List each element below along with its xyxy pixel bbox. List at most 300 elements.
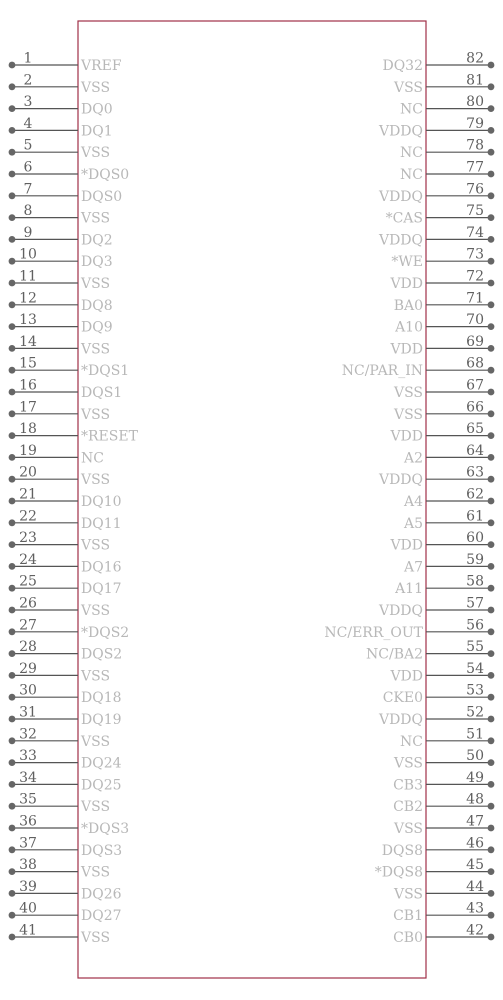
pin-number: 1 [23,50,33,67]
pin-number: 14 [19,333,37,350]
pin-number: 59 [466,551,484,568]
pin-name: NC [400,101,423,118]
pin-20 [9,465,110,489]
pin-35 [9,792,110,816]
pin-12 [9,290,113,314]
pin-number: 60 [466,530,484,547]
pin-end-dot [9,323,16,330]
pin-name: *WE [391,254,423,271]
pin-end-dot [9,781,16,788]
pin-name: VREF [81,58,122,74]
pin-number: 45 [466,857,484,874]
pin-name: VDD [390,276,423,292]
pin-name: DQS2 [81,646,123,663]
pin-end-dot [488,454,495,461]
pin-end-dot [488,912,495,919]
pin-55 [366,639,494,663]
pin-number: 50 [466,748,484,765]
pin-number: 9 [23,224,33,241]
pin-end-dot [488,825,495,832]
pin-number: 79 [466,115,484,132]
pin-32 [9,726,110,750]
pin-74 [378,225,494,249]
pin-end-dot [9,890,16,897]
pin-number: 74 [466,224,484,241]
pin-name: DQ11 [81,515,122,532]
pin-49 [393,770,494,794]
pin-58 [394,574,494,598]
pin-name: A2 [403,450,423,467]
pin-number: 51 [466,726,484,743]
pin-name: DQ26 [81,886,122,903]
pin-name: DQ0 [81,101,113,118]
pin-number: 27 [19,617,37,634]
pin-name: DQ19 [81,712,122,728]
pin-number: 75 [466,203,484,220]
pin-37 [9,835,123,859]
pin-38 [9,857,110,881]
pin-number: 7 [23,181,33,198]
pin-end-dot [9,236,16,243]
pin-51 [400,726,494,750]
pin-end-dot [488,803,495,810]
pin-name: VDDQ [378,712,423,728]
pin-name: NC/BA2 [366,646,423,663]
pin-45 [375,857,495,881]
pin-65 [389,421,494,445]
pin-number: 26 [19,595,37,612]
pin-number: 15 [19,355,37,372]
pin-end-dot [488,628,495,635]
pin-21 [9,487,122,511]
pin-end-dot [488,192,495,199]
pin-name: VDD [390,428,423,445]
pin-end-dot [488,105,495,112]
pin-name: CB0 [393,930,423,946]
pin-number: 40 [19,900,37,917]
pin-69 [389,334,494,358]
pin-number: 66 [466,399,484,416]
pin-name: DQS0 [81,188,123,205]
pin-name: VDD [390,341,423,358]
pin-end-dot [488,585,495,592]
pin-7 [9,181,123,205]
pin-number: 42 [466,922,484,939]
pin-name: CB1 [393,908,423,925]
pin-name: VSS [393,755,423,772]
pin-59 [403,552,494,576]
pin-3 [9,94,113,118]
pin-name: DQ8 [81,297,113,314]
pin-number: 77 [466,159,484,176]
pin-number: 38 [19,857,37,874]
pin-number: 71 [466,290,484,307]
pin-name: A11 [395,581,423,598]
pin-end-dot [9,737,16,744]
pin-name: *DQS3 [81,821,130,837]
pin-end-dot [488,367,495,374]
pin-22 [9,508,122,532]
pin-number: 16 [19,377,37,394]
pin-number: 58 [466,573,484,590]
pin-end-dot [488,607,495,614]
pin-53 [383,683,495,707]
pin-name: DQ25 [81,777,122,794]
pin-number: 46 [466,835,484,852]
pin-end-dot [9,149,16,156]
pin-number: 39 [19,878,37,895]
pin-39 [9,879,122,903]
pin-82 [382,51,494,75]
pin-name: VSS [81,472,111,489]
pin-number: 2 [23,72,33,89]
pin-67 [393,378,494,402]
pin-end-dot [488,716,495,723]
pin-number: 52 [466,704,484,721]
pin-64 [403,443,494,467]
pin-end-dot [9,367,16,374]
pin-name: DQ3 [81,254,113,271]
pin-name: NC [400,167,423,183]
pin-name: CB3 [393,777,423,794]
pin-end-dot [488,345,495,352]
pin-number: 61 [466,508,484,525]
pin-number: 5 [23,137,33,154]
pin-end-dot [488,563,495,570]
pin-57 [378,596,494,620]
pin-48 [393,792,494,816]
pin-number: 48 [466,791,484,808]
pin-end-dot [488,541,495,548]
pin-end-dot [9,498,16,505]
pin-60 [389,530,494,554]
pin-end-dot [488,890,495,897]
pin-name: A4 [403,494,423,510]
pin-number: 23 [19,530,37,547]
pin-47 [393,814,494,838]
pin-number: 56 [466,617,484,634]
pin-name: DQS1 [81,385,123,401]
pin-36 [9,814,130,838]
pin-number: 47 [466,813,484,830]
pin-10 [9,247,113,271]
pin-end-dot [9,301,16,308]
pin-52 [378,705,494,729]
pin-number: 37 [19,835,37,852]
pin-end-dot [9,83,16,90]
pin-number: 4 [23,115,33,132]
pin-40 [9,901,122,925]
pin-30 [9,683,122,707]
pin-end-dot [488,934,495,941]
pin-number: 72 [466,268,484,285]
pin-42 [393,923,494,947]
pin-name: VDDQ [378,232,423,249]
pin-number: 41 [19,922,37,939]
pin-name: A5 [403,515,423,532]
pin-name: VDDQ [378,188,423,205]
pin-name: *DQS2 [81,624,130,641]
pin-number: 49 [466,769,484,786]
pin-name: VSS [393,821,423,837]
pin-14 [9,334,110,358]
pin-name: NC/PAR_IN [341,363,423,380]
pin-81 [393,72,494,96]
pin-end-dot [9,280,16,287]
pin-end-dot [488,214,495,221]
pin-number: 10 [19,246,37,263]
left-pin-column [9,51,139,947]
pin-number: 65 [466,421,484,438]
pin-name: VSS [81,210,111,227]
pin-name: VSS [81,276,111,292]
pin-end-dot [488,301,495,308]
pin-number: 68 [466,355,484,372]
pin-number: 22 [19,508,37,525]
pin-end-dot [488,83,495,90]
pin-name: A10 [395,319,423,336]
pin-23 [9,530,110,554]
pin-72 [389,269,494,293]
pin-name: *DQS8 [374,864,423,881]
pin-29 [9,661,110,685]
pin-name: DQ10 [81,494,122,510]
pin-number: 62 [466,486,484,503]
pin-13 [9,312,113,336]
pin-end-dot [9,541,16,548]
pin-46 [382,835,495,859]
pin-end-dot [9,171,16,178]
pin-50 [393,748,494,772]
pin-end-dot [488,846,495,853]
pin-name: DQ18 [81,690,122,707]
pin-name: NC/ERR_OUT [324,624,423,641]
pin-76 [378,181,494,205]
pin-number: 29 [19,660,37,677]
pin-number: 82 [466,50,484,67]
pin-end-dot [488,280,495,287]
pin-name: VDD [390,668,423,685]
pin-number: 8 [23,203,33,220]
pin-name: CKE0 [382,690,423,707]
pin-name: CB2 [393,799,423,816]
pin-name: VSS [81,864,111,881]
pin-61 [403,508,494,532]
pin-name: VSS [81,603,111,619]
pin-80 [400,94,494,118]
pin-end-dot [9,846,16,853]
pin-name: NC [81,450,104,467]
pin-end-dot [9,62,16,69]
pin-name: DQ27 [81,908,122,925]
pin-number: 13 [19,312,37,329]
pin-25 [9,574,122,598]
pin-79 [378,116,494,139]
pin-number: 35 [19,791,37,808]
pin-16 [9,378,123,402]
pin-end-dot [488,258,495,265]
pin-name: VSS [81,668,111,685]
pin-end-dot [488,236,495,243]
pin-name: VDD [390,537,423,554]
pin-44 [393,879,494,903]
pin-name: VSS [81,799,111,816]
pin-number: 57 [466,595,484,612]
pin-end-dot [488,781,495,788]
pin-name: VDDQ [378,603,423,619]
pin-name: *RESET [81,428,138,445]
pin-number: 70 [466,312,484,329]
pin-end-dot [9,759,16,766]
pin-27 [9,617,130,641]
pin-17 [9,399,110,423]
pin-end-dot [9,694,16,701]
pin-number: 54 [466,660,484,677]
pin-43 [393,901,494,925]
pin-number: 64 [466,442,484,459]
pin-end-dot [488,650,495,657]
pin-8 [9,203,110,227]
pin-end-dot [9,345,16,352]
pin-name: DQ9 [81,319,113,336]
pin-name: VSS [81,930,111,946]
pin-number: 20 [19,464,37,481]
pin-end-dot [488,868,495,875]
pin-number: 80 [466,94,484,111]
pin-end-dot [488,759,495,766]
pin-number: 53 [466,682,484,699]
pin-26 [9,596,110,620]
pin-end-dot [488,171,495,178]
pin-end-dot [9,214,16,221]
pin-19 [9,443,104,467]
pin-28 [9,639,123,663]
pin-name: VSS [393,79,423,96]
pin-name: DQ1 [81,123,113,140]
pin-end-dot [9,192,16,199]
pin-77 [400,160,494,184]
pin-4 [9,116,113,139]
pin-end-dot [9,650,16,657]
right-pin-column [324,51,494,947]
pin-end-dot [9,519,16,526]
pin-71 [394,290,495,314]
pin-number: 21 [19,486,37,503]
pin-number: 25 [19,573,37,590]
pin-name: VSS [81,733,111,750]
pin-5 [9,138,110,162]
pin-62 [403,487,494,511]
pin-number: 31 [19,704,37,721]
pin-end-dot [488,672,495,679]
pin-name: VSS [393,406,423,423]
pin-end-dot [9,563,16,570]
pin-number: 17 [19,399,37,416]
pin-number: 12 [19,290,37,307]
pin-name: DQ32 [382,58,423,74]
pin-number: 24 [19,551,37,568]
pin-number: 76 [466,181,484,198]
pin-name: *DQS0 [81,167,130,183]
pin-34 [9,770,122,794]
pin-end-dot [9,585,16,592]
pin-31 [9,705,122,729]
pin-75 [386,203,495,227]
pin-name: NC [400,733,423,750]
pin-end-dot [9,476,16,483]
pin-number: 32 [19,726,37,743]
pin-end-dot [488,389,495,396]
pin-41 [9,923,110,947]
component-body [78,21,426,978]
pin-number: 81 [466,72,484,89]
pin-73 [391,247,494,271]
pin-name: *DQS1 [81,363,130,380]
pin-name: DQ2 [81,232,113,249]
pin-name: DQS3 [81,842,123,859]
pin-number: 30 [19,682,37,699]
pin-number: 63 [466,464,484,481]
pin-end-dot [9,825,16,832]
pin-number: 78 [466,137,484,154]
pin-name: VSS [81,79,111,96]
pin-number: 6 [23,159,33,176]
pin-68 [342,356,495,380]
pin-name: VSS [393,886,423,903]
pin-end-dot [488,323,495,330]
pin-name: VSS [81,406,111,423]
pin-end-dot [9,410,16,417]
pin-1 [9,51,122,75]
pin-end-dot [9,105,16,112]
pin-end-dot [488,519,495,526]
pin-number: 18 [19,421,37,438]
pin-63 [378,465,494,489]
pin-name: DQ16 [81,559,122,576]
pin-70 [394,312,494,336]
pin-name: VSS [81,341,111,358]
pin-end-dot [488,476,495,483]
pin-end-dot [9,912,16,919]
pin-24 [9,552,122,576]
pin-end-dot [9,716,16,723]
pin-number: 11 [19,268,37,285]
pin-end-dot [488,498,495,505]
pin-name: BA0 [393,297,423,314]
pin-name: VSS [393,385,423,401]
pin-name: *CAS [385,210,423,227]
pin-11 [9,269,110,293]
pin-6 [9,160,130,184]
pin-name: DQ24 [81,755,122,772]
pin-15 [9,356,130,380]
pin-name: DQS8 [381,842,423,859]
pin-name: A7 [403,559,423,576]
pin-end-dot [488,149,495,156]
pin-end-dot [9,258,16,265]
pin-number: 44 [466,878,484,895]
pin-end-dot [488,694,495,701]
pin-end-dot [9,127,16,134]
pin-54 [389,661,494,685]
pin-end-dot [9,628,16,635]
pin-18 [9,421,139,445]
pin-number: 73 [466,246,484,263]
pin-name: NC [400,145,423,162]
pin-number: 69 [466,333,484,350]
pin-56 [324,617,494,641]
pin-name: VSS [81,145,111,162]
